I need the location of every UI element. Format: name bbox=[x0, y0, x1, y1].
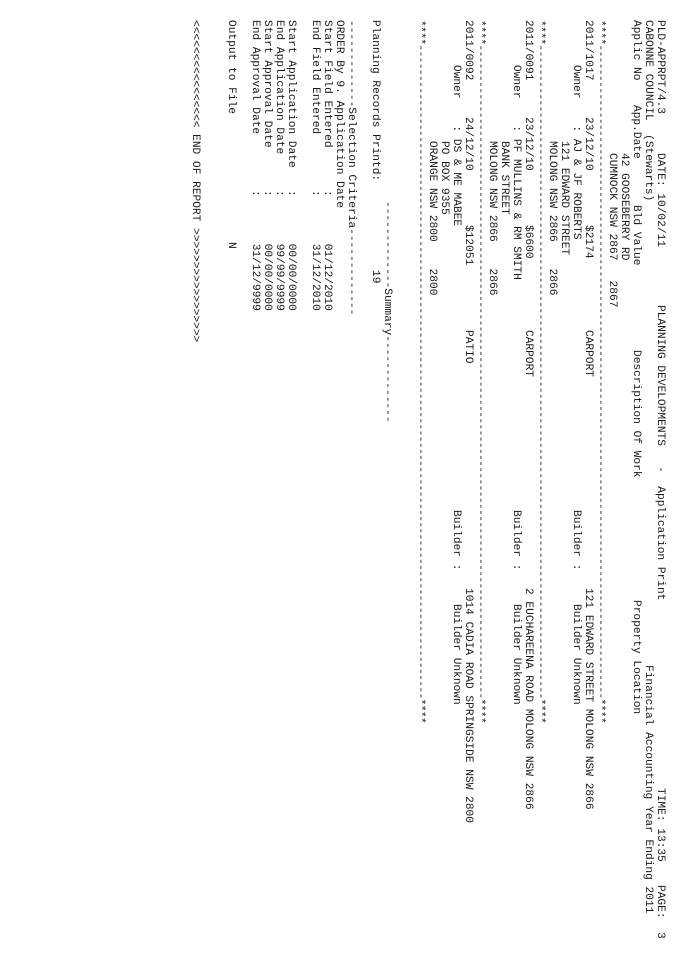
col-bld-value: Bld Value bbox=[630, 205, 642, 266]
separator-line: ****-----------------------------------------------------------------------------------------------------------**** bbox=[474, 20, 486, 724]
report-code: PLD-APPRPT/4.3 bbox=[654, 20, 666, 114]
criteria-value: : 00/00/0000 bbox=[261, 190, 273, 311]
report-time: TIME: 13:35 bbox=[654, 788, 666, 862]
record-1-owner-address-line1: 42 GOOSEBERRY RD bbox=[618, 153, 630, 261]
criteria-label: Start Application Date bbox=[285, 20, 297, 168]
record-3-address-line1: PO BOX 9355 bbox=[438, 141, 450, 215]
record-3-property: 1014 CADIA ROAD SPRINGSIDE NSW 2800 bbox=[462, 588, 474, 823]
record-1-builder: Builder : Builder Unknown bbox=[570, 510, 582, 705]
selection-criteria-heading: -------------Selection Criteria------------- bbox=[345, 20, 357, 316]
criteria-label: End Application Date bbox=[273, 20, 285, 155]
record-1-app-date: 23/12/10 bbox=[582, 117, 594, 171]
end-of-report: <<<<<<<<<<<<<<<< END OF REPORT >>>>>>>>>>>>>>>>> bbox=[189, 20, 201, 343]
separator-line: ****-----------------------------------------------------------------------------------------------------------**** bbox=[534, 20, 546, 724]
record-2-description: CARPORT bbox=[522, 330, 534, 377]
criteria-label: Start Field Entered bbox=[321, 20, 333, 148]
output-value: N bbox=[225, 242, 237, 249]
record-2-applic-no: 2011/0091 bbox=[522, 20, 534, 81]
criteria-value: : 00/00/0000 bbox=[285, 190, 297, 311]
council-name: CABONNE COUNCIL (Stewarts) bbox=[642, 20, 654, 202]
record-3-bld-value: $12051 bbox=[462, 225, 474, 266]
criteria-value: : 31/12/9999 bbox=[249, 190, 261, 311]
record-1-applic-no: 2011/1017 bbox=[582, 20, 594, 81]
report-title: PLANNING DEVELOPMENTS - Application Print bbox=[654, 305, 666, 601]
order-by: ORDER By 9. Application Date bbox=[333, 20, 345, 208]
summary-heading: -------------Summary------------- bbox=[381, 201, 393, 423]
record-2-property: 2 EUCHAREENA ROAD MOLONG NSW 2866 bbox=[522, 588, 534, 810]
record-1-address-line2: MOLONG NSW 2866 2866 bbox=[546, 141, 558, 296]
record-1-bld-value: $2174 bbox=[582, 225, 594, 259]
col-app-date: App.Date bbox=[630, 105, 642, 159]
criteria-value: : 31/12/2010 bbox=[309, 190, 321, 311]
record-2-bld-value: $6600 bbox=[522, 225, 534, 259]
criteria-label: End Field Entered bbox=[309, 20, 321, 135]
record-3-app-date: 24/12/10 bbox=[462, 117, 474, 171]
record-3-address-line2: ORANGE NSW 2800 2800 bbox=[426, 141, 438, 296]
criteria-value: : 99/99/9999 bbox=[273, 190, 285, 311]
col-applic-no: Applic No bbox=[630, 20, 642, 81]
record-3-applic-no: 2011/0092 bbox=[462, 20, 474, 81]
record-2-app-date: 23/12/10 bbox=[522, 117, 534, 171]
record-2-address-line1: BANK STREET bbox=[498, 141, 510, 215]
records-printed-label: Planning Records Printd: bbox=[369, 20, 381, 182]
record-1-property: 121 EDWARD STREET MOLONG NSW 2866 bbox=[582, 588, 594, 810]
record-2-address-line2: MOLONG NSW 2866 2866 bbox=[486, 141, 498, 296]
record-1-address-line1: 121 EDWARD STREET bbox=[558, 141, 570, 256]
record-1-owner-address-line2: CUMNOCK NSW 2867 2867 bbox=[606, 153, 618, 308]
financial-year: Financial Accounting Year Ending 2011 bbox=[642, 665, 654, 914]
record-1-description: CARPORT bbox=[582, 330, 594, 377]
criteria-label: End Approval Date bbox=[249, 20, 261, 135]
criteria-label: Start Approval Date bbox=[261, 20, 273, 148]
separator-line: ****-----------------------------------------------------------------------------------------------------------**** bbox=[414, 20, 426, 724]
col-description: Description Of Work bbox=[630, 350, 642, 478]
record-3-description: PATIO bbox=[462, 330, 474, 364]
record-3-builder: Builder : Builder Unknown bbox=[450, 510, 462, 705]
separator-line: ****-----------------------------------------------------------------------------------------------------------**** bbox=[594, 20, 606, 724]
criteria-value: : 01/12/2010 bbox=[321, 190, 333, 311]
page-number: PAGE: 3 bbox=[654, 885, 666, 939]
output-label: Output to File bbox=[225, 20, 237, 114]
record-3-owner: Owner : DS & ME MABEE bbox=[450, 65, 462, 227]
records-printed-value: 19 bbox=[369, 270, 381, 284]
col-property: Property Location bbox=[630, 600, 642, 715]
report-date: DATE: 10/02/11 bbox=[654, 153, 666, 247]
record-2-owner: Owner : PF MULLINS & RM SMITH bbox=[510, 65, 522, 280]
record-2-builder: Builder : Builder Unknown bbox=[510, 510, 522, 705]
record-1-owner: Owner : AJ & JF ROBERTS bbox=[570, 65, 582, 240]
